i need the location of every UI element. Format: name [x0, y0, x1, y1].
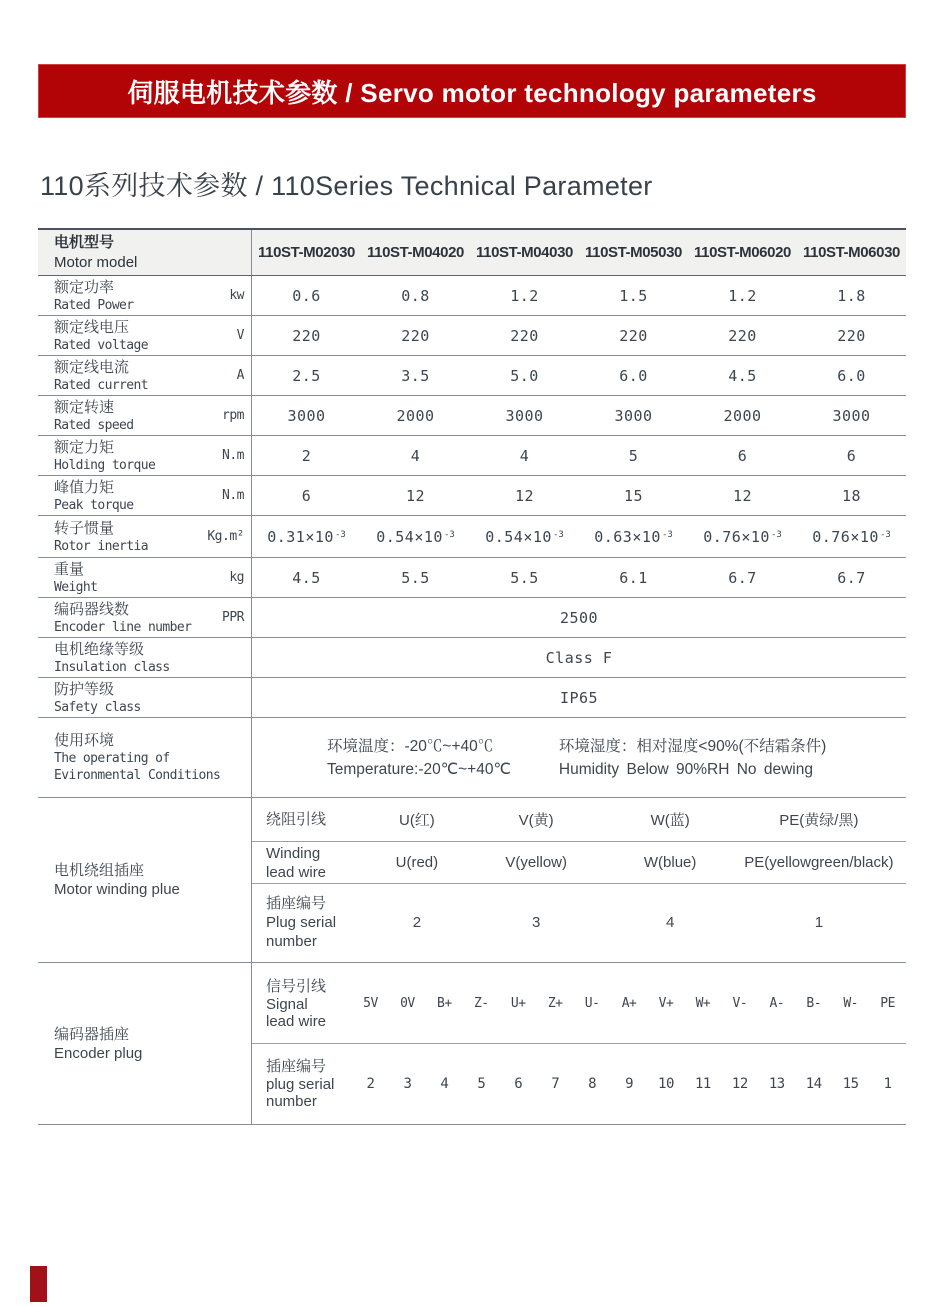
- winding-wire-pe-en: PE(yellowgreen/black): [744, 854, 894, 871]
- row-label-en: Insulation class: [54, 659, 170, 675]
- cell-value-spanning: Class F: [545, 648, 613, 667]
- cell-value: 1.8: [837, 286, 866, 305]
- signal-name: B+: [437, 995, 452, 1011]
- model-name: 110ST-M05030: [585, 244, 682, 261]
- cell-value: 18: [841, 486, 862, 505]
- footer-red-mark: [30, 1266, 47, 1302]
- cell-value: 2000: [396, 406, 435, 425]
- sub-label-cn: 插座编号: [266, 1058, 327, 1075]
- cell-value: 0.31×10 -3: [267, 527, 346, 546]
- temperature-cn: 环境温度：-20℃~+40℃: [327, 737, 494, 755]
- winding-wire-u: U(红): [398, 812, 435, 829]
- row-label-en: Holding torque: [54, 457, 156, 473]
- cell-value: 3000: [505, 406, 544, 425]
- winding-wire-v-en: V(yellow): [505, 854, 567, 871]
- row-unit: PPR: [222, 610, 244, 625]
- winding-wire-pe: PE(黄绿/黑): [779, 812, 859, 829]
- cell-value: 6.0: [619, 366, 648, 385]
- sub-label-en: Plug serial: [266, 914, 337, 931]
- sub-label-en: number: [266, 933, 317, 950]
- table-row-rated-power: [38, 276, 906, 316]
- row-label-en: Motor winding plue: [54, 881, 180, 898]
- signal-name: 0V: [400, 995, 415, 1011]
- table-row-safety-class: [38, 678, 906, 718]
- banner-title: 伺服电机技术参数 / Servo motor technology parameters: [127, 77, 817, 108]
- row-label-cn: 峰值力矩: [54, 478, 115, 496]
- cell-value: 3000: [832, 406, 871, 425]
- table-row-rotor-inertia: [38, 516, 906, 558]
- cell-value: 1.5: [619, 286, 648, 305]
- row-label-cn: 额定功率: [54, 278, 115, 296]
- cell-value: 6.0: [837, 366, 866, 385]
- signal-lead-wire-row: [252, 963, 906, 1043]
- signal-name: U-: [584, 995, 600, 1011]
- pin-number: 6: [514, 1075, 523, 1092]
- pin-number: 14: [805, 1075, 822, 1092]
- table-row-environment: [38, 718, 906, 798]
- row-unit: N.m: [222, 448, 244, 463]
- cell-value: 1.2: [510, 286, 539, 305]
- header-label-en: Motor model: [54, 254, 138, 271]
- model-name: 110ST-M06020: [694, 244, 791, 261]
- row-label-en: Rotor inertia: [54, 538, 148, 554]
- cell-value: 4.5: [292, 568, 321, 587]
- row-label-en: Rated Power: [54, 297, 134, 313]
- row-label-cn: 转子惯量: [54, 519, 115, 537]
- row-label-en: The operating of: [54, 751, 170, 766]
- row-label-cn: 使用环境: [54, 732, 115, 749]
- temperature-block: [327, 735, 511, 781]
- table-row-peak-torque: [38, 476, 906, 516]
- cell-value: 12: [732, 486, 753, 505]
- pin-number: 5: [477, 1075, 486, 1092]
- cell-value: 220: [292, 326, 321, 345]
- row-unit: A: [236, 368, 244, 383]
- plug-number: 2: [412, 914, 422, 931]
- pin-number: 10: [658, 1075, 674, 1092]
- encoder-subtable: [252, 963, 906, 1124]
- pin-number: 2: [366, 1075, 375, 1092]
- winding-wire-w: W(蓝): [650, 812, 690, 829]
- parameters-table: [38, 228, 906, 1125]
- row-label-cn: 额定线电流: [54, 358, 130, 376]
- model-name: 110ST-M04030: [476, 244, 573, 261]
- cell-value: 12: [405, 486, 426, 505]
- header-label-cell: [38, 230, 252, 275]
- signal-name: W+: [695, 995, 711, 1011]
- cell-value: 220: [510, 326, 539, 345]
- row-label-cn: 电机绝缘等级: [54, 640, 145, 658]
- banner: [38, 64, 906, 118]
- plug-number: 3: [531, 914, 541, 931]
- cell-value: 0.8: [401, 286, 430, 305]
- cell-value: 6: [737, 446, 748, 465]
- table-header-row: [38, 230, 906, 276]
- exponent: -3: [661, 529, 673, 540]
- plug-number: 1: [814, 914, 824, 931]
- cell-value: 6.1: [619, 568, 648, 587]
- row-label-cn: 防护等级: [54, 680, 115, 698]
- sub-label-cn: 绕阻引线: [266, 811, 327, 828]
- winding-wire-v: V(黄): [518, 812, 554, 829]
- plug-number: 4: [665, 914, 675, 931]
- cell-value: 4.5: [728, 366, 757, 385]
- pin-number: 13: [768, 1075, 785, 1092]
- pin-number: 1: [883, 1075, 892, 1092]
- sub-label-en: Winding: [266, 844, 321, 862]
- cell-value: 220: [401, 326, 430, 345]
- cell-value: 220: [837, 326, 866, 345]
- sub-label-en: lead wire: [266, 863, 327, 881]
- temperature-en: Temperature:-20℃~+40℃: [327, 760, 511, 778]
- row-label-cn: 编码器线数: [54, 600, 130, 618]
- page-title: 110系列技术参数 / 110Series Technical Parameter: [40, 171, 653, 201]
- table-row-insulation-class: [38, 638, 906, 678]
- cell-value: 5: [628, 446, 639, 465]
- row-unit: N.m: [222, 488, 244, 503]
- cell-value: 2000: [723, 406, 762, 425]
- model-name: 110ST-M06030: [803, 244, 900, 261]
- signal-name: 5V: [363, 995, 378, 1011]
- cell-value: 3.5: [401, 366, 430, 385]
- model-columns: [252, 230, 906, 275]
- cell-value-spanning: IP65: [559, 688, 599, 707]
- row-label-en: Evironmental Conditions: [54, 768, 221, 783]
- table-row-rated-current: [38, 356, 906, 396]
- cell-value: 0.76×10 -3: [703, 527, 782, 546]
- winding-wire-cn-row: [252, 798, 906, 841]
- row-label-en: Safety class: [54, 699, 141, 715]
- cell-value: 1.2: [728, 286, 757, 305]
- cell-value: 0.54×10 -3: [376, 527, 455, 546]
- cell-value: 5.0: [510, 366, 539, 385]
- row-unit: rpm: [222, 408, 244, 423]
- sub-label-en: lead wire: [266, 1012, 327, 1030]
- winding-subtable: [252, 798, 906, 962]
- exponent: -3: [879, 529, 891, 540]
- row-unit: Kg.m²: [207, 529, 244, 544]
- sub-label-cn: 信号引线: [266, 977, 327, 995]
- sub-label-en: number: [266, 1093, 317, 1110]
- row-label-en: Weight: [54, 579, 98, 595]
- pin-number: 7: [551, 1075, 560, 1092]
- winding-wire-w-en: W(blue): [643, 854, 697, 871]
- row-unit: kw: [229, 288, 244, 303]
- cell-value: 5.5: [401, 568, 430, 587]
- cell-value: 2: [301, 446, 312, 465]
- cell-value: 4: [410, 446, 421, 465]
- exponent: -3: [443, 529, 455, 540]
- signal-name: Z-: [473, 995, 489, 1011]
- humidity-block: [559, 735, 826, 781]
- exponent: -3: [334, 529, 346, 540]
- cell-value: 6: [301, 486, 312, 505]
- row-label-en: Peak torque: [54, 497, 134, 513]
- encoder-plug-serial-row: [252, 1043, 906, 1123]
- cell-value: 0.6: [292, 286, 321, 305]
- table-row-holding-torque: [38, 436, 906, 476]
- row-label-cn: 编码器插座: [54, 1025, 130, 1043]
- row-unit: V: [236, 328, 244, 343]
- row-label-en: Encoder plug: [54, 1044, 143, 1062]
- humidity-cn: 环境湿度：相对湿度<90%(不结霜条件): [558, 737, 827, 755]
- winding-wire-u-en: U(red): [395, 854, 439, 871]
- signal-name: U+: [510, 995, 526, 1011]
- table-row-rated-speed: [38, 396, 906, 436]
- winding-plug-serial-row: [252, 883, 906, 961]
- signal-name: A-: [769, 995, 785, 1011]
- signal-name: Z+: [547, 995, 563, 1011]
- cell-value: 3000: [287, 406, 326, 425]
- signal-name: A+: [621, 995, 637, 1011]
- row-label-cn: 额定力矩: [54, 438, 115, 456]
- exponent: -3: [770, 529, 782, 540]
- humidity-en: Humidity Below 90%RH No dewing: [558, 760, 813, 778]
- cell-value: 15: [623, 486, 644, 505]
- row-label-en: Encoder line number: [54, 619, 192, 635]
- cell-value: 220: [728, 326, 757, 345]
- signal-name: PE: [880, 995, 895, 1011]
- exponent: -3: [552, 529, 564, 540]
- cell-value: 12: [514, 486, 535, 505]
- cell-value: 6: [846, 446, 857, 465]
- pin-number: 3: [403, 1075, 412, 1092]
- sub-label-en: plug serial: [266, 1076, 335, 1093]
- model-name: 110ST-M04020: [367, 244, 464, 261]
- row-unit: kg: [229, 570, 244, 585]
- signal-name: V-: [732, 995, 748, 1011]
- header-label-cn: 电机型号: [54, 234, 115, 251]
- table-row-encoder-plug: [38, 963, 906, 1125]
- pin-number: 11: [694, 1075, 711, 1092]
- pin-number: 12: [731, 1075, 748, 1092]
- row-label-cn: 额定线电压: [54, 318, 130, 336]
- cell-value: 6.7: [728, 568, 757, 587]
- cell-value: 0.76×10 -3: [812, 527, 891, 546]
- signal-name: B-: [806, 995, 822, 1011]
- cell-value-spanning: 2500: [559, 608, 599, 627]
- row-label-en: Rated speed: [54, 417, 134, 433]
- table-row-motor-winding-plug: [38, 798, 906, 963]
- row-label-en: Rated voltage: [54, 337, 148, 353]
- winding-wire-en-row: [252, 841, 906, 883]
- signal-name: V+: [658, 995, 674, 1011]
- pin-number: 8: [588, 1075, 597, 1092]
- cell-value: 6.7: [837, 568, 866, 587]
- row-label-cn: 电机绕组插座: [54, 862, 145, 879]
- table-row-weight: [38, 558, 906, 598]
- pin-number: 4: [440, 1075, 449, 1092]
- table-row-rated-voltage: [38, 316, 906, 356]
- table-row-encoder-line-number: [38, 598, 906, 638]
- row-label-cn: 重量: [54, 560, 85, 578]
- cell-value: 4: [519, 446, 530, 465]
- environment-values: [252, 718, 906, 797]
- sub-label-en: Signal: [266, 995, 308, 1013]
- pin-number: 9: [625, 1075, 633, 1092]
- cell-value: 2.5: [292, 366, 321, 385]
- cell-value: 0.63×10 -3: [594, 527, 673, 546]
- pin-number: 15: [842, 1075, 859, 1092]
- sub-label-cn: 插座编号: [266, 895, 327, 912]
- cell-value: 220: [619, 326, 648, 345]
- cell-value: 3000: [614, 406, 653, 425]
- cell-value: 5.5: [510, 568, 539, 587]
- row-label-en: Rated current: [54, 377, 148, 393]
- model-name: 110ST-M02030: [258, 244, 355, 261]
- cell-value: 0.54×10 -3: [485, 527, 564, 546]
- signal-name: W-: [843, 995, 858, 1011]
- row-label-cn: 额定转速: [54, 398, 115, 416]
